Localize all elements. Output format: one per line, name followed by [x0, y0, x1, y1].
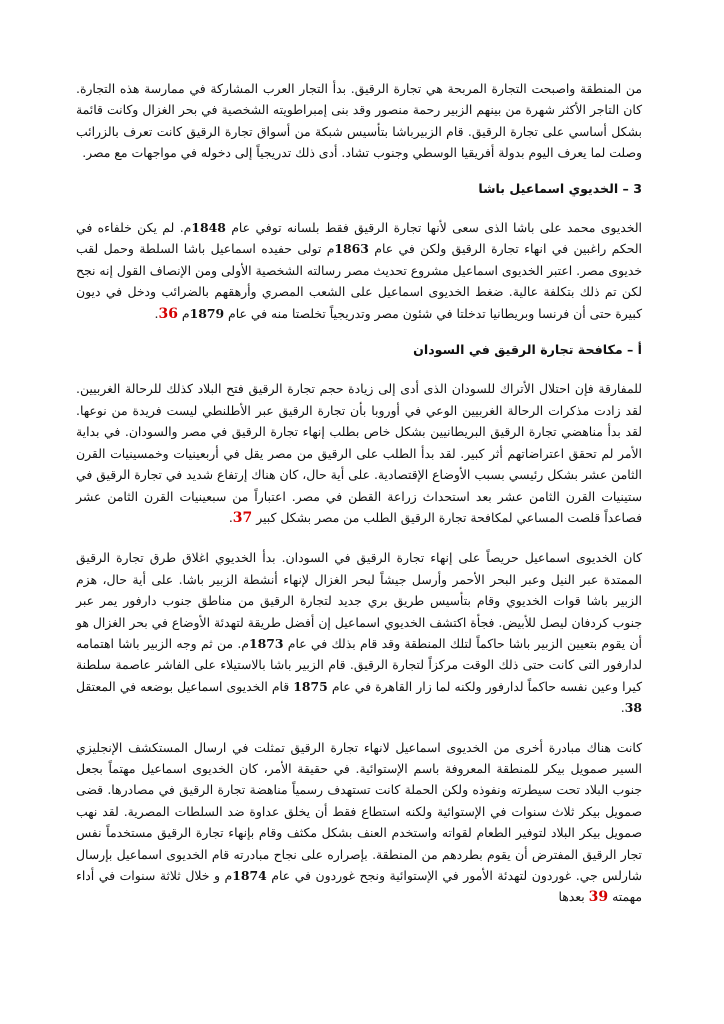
year: 1863 — [334, 241, 369, 257]
text-run: بعدها — [558, 889, 589, 905]
intro-text: من المنطقة واصبحت التجارة المربحة هي تجارة الرقيق. بدأ التجار العرب المشاركة في ممارسة هذه التجارة. كان التاجر الأكثر شهرة من بينهم الزبير رحمة منصور وقد بنى إمبراطويته الشخصية في بحر الغزال وكانت قائمة بشكل أساسي على تجارة الرقيق. قام الزبيرباشا بتأسيس شبكة من أسواق تجارة الرقيق كانت تعرف بالزرائب وصلت لما يعرف اليوم بدولة أفريقيا الوسطي وجنوب تشاد. أدى ذلك تدريجياً إلى دخوله في مواجهات مع مصر. — [76, 81, 642, 161]
year: 1875 — [293, 678, 328, 694]
anti-slavery-paragraph-1 — [76, 378, 642, 529]
text-run: . — [154, 305, 159, 321]
text-run: . — [228, 509, 233, 525]
text-run: كان الخديوى اسماعيل حريصاً على إنهاء تجارة الرقيق في السودان. بدأ الخديوي اغلاق طرق تجارة الرقيق الممتدة عبر النيل وعبر البحر الأحمر وأرسل جيشاً لبحر الغزال لإنهاء أنشطة الزبير باشا. على أية حال، هزم الزبير باشا قوات الخديوي وقام بتأسيس طريق بري جديد لتجارة الرقيق من مناطق جنوب دارفور يمر عبر جنوب كردفان ليصل للأبيض. فجأة اكتشف الخديوي اسماعيل إن أفضل طريقة لتهدئة الأوضاع في بحر الغزال هو أن يقوم بتعيين الزبير باشا حاكماً لتلك المنطقة وقد قام بذلك في عام — [76, 550, 642, 651]
year: 1848 — [191, 220, 226, 236]
text-run: م — [177, 305, 190, 321]
text-run: م و خلال ثلاثة سنوات في أداء مهمته — [76, 868, 642, 905]
anti-slavery-paragraph-2 — [76, 547, 642, 718]
khedive-paragraph — [76, 217, 642, 325]
spacer — [76, 164, 642, 178]
section-heading-anti-slavery: أ – مكافحة تجارة الرقيق في السودان — [413, 342, 642, 358]
footnote-marker-36[interactable]: 36 — [158, 305, 178, 322]
text-run: الخديوى محمد على باشا الذى سعى لأنها تجارة الرقيق فقط بلسانه توفي عام — [225, 220, 642, 236]
text-run: كانت هناك مبادرة أخرى من الخديوى اسماعيل لانهاء تجارة الرقيق تمثلت في ارسال المستكشف الإنجليزي السير صمويل بيكر للمنطقة المعروفة باسم الإستوائية. في حقيقة الأمر، كان الخديوى اسماعيل مهتماً بجعل جنوب البلاد تحت سيطرته ونفوذه ولكن الحملة كانت تستهدف رسمياً مناهضة تجارة الرقيق في مصادرها. قضى صمويل بيكر ثلاث سنوات في الإستوائية ولكنه استطاع فقط أن يخلق عداوة ضد السلطات المصرية. لقد نهب صمويل بيكر البلاد لتوفير الطعام لقواته واستخدم العنف بشكل مكثف وقام بإنهاء تجارة الرقيق مستخدماً نفس تجار الرقيق المفترض أن يقوم بطردهم من المنطقة. بإصراره على نجاح مبادرته قام الخديوى اسماعيل بإرسال شارلس جي. غوردون لتهدئة الأمور في الإستوائية ونجح غوردون في عام — [76, 739, 642, 883]
footnote-marker-39[interactable]: 39 — [588, 889, 609, 906]
spacer — [76, 360, 642, 378]
spacer — [76, 529, 642, 547]
year: 1874 — [232, 868, 267, 883]
document-page — [76, 78, 642, 909]
text-run: للمفارقة فإن احتلال الأتراك للسودان الذى أدى إلى زيادة حجم تجارة الرقيق فتح البلاد كذلك للرحالة الغربيين. لقد زادت مذكرات الرحالة الغربيين الوعي في أوروبا بأن تجارة الرقيق عبر الأطلنطي ليست فريدة من نوعها. لقد بدأ مناهضي تجارة الرقيق البريطانيين بشكل خاص بطلب إنهاء تجارة الرقيق في مصر والسودان. في بداية الأمر لم تحقق اعتراضاتهم أثر كبير. لقد بدأ الطلب على الرقيق من مصر يقل في أربعينيات وخمسينيات القرن الثامن عشر بشكل رئيسي بسبب الأوضاع الإقتصادية. على أية حال، كان هناك إرتفاع شديد في تجارة الرقيق في ستينيات القرن الثامن عشر بعد استحداث زراعة القطن في مصر. اعتباراً من سبعينيات القرن الثامن عشر فصاعداً قلصت المساعي لمكافحة تجارة الرقيق الطلب من مصر بشكل كبير — [76, 381, 642, 525]
footnote-marker-37[interactable]: 37 — [232, 509, 253, 526]
year: 1873 — [248, 635, 284, 651]
spacer — [76, 719, 642, 737]
spacer — [76, 199, 642, 217]
intro-paragraph — [76, 78, 642, 164]
footnote-marker-38[interactable]: 38 — [624, 700, 642, 716]
anti-slavery-paragraph-3 — [76, 737, 642, 909]
text-run: م. من ثم وجه الزبير باشا اهتمامه لدارفور التى كانت حتى ذلك الوقت مركزاً لتجارة الرقيق. قام الزبير باشا بالاستيلاء على الفاشر عاصمة سلطنة كيرا وعين نفسه حاكماً لدارفور ولكنه لما زار القاهرة في عام — [76, 635, 642, 694]
text-run: م. لم يكن خلفاءه في الحكم راغبين في انهاء تجارة الرقيق ولكن في عام — [76, 220, 642, 257]
section-heading-khedive-ismail: 3 – الخديوي اسماعيل باشا — [478, 180, 642, 196]
text-run: . — [620, 700, 625, 716]
text-run: م تولى حفيده اسماعيل باشا السلطة وحمل لقب خديوى مصر. اعتبر الخديوى اسماعيل مشروع تحديث مصر رسالته الشخصية الأولى ومن الإنصاف القول إنه نجح لكن تم ذلك بتكلفة عالية. ضغط الخديوى اسماعيل على الشعب المصري وأرهقهم بالضرائب ودخل في ديون كبيرة حتى أن فرنسا وبريطانيا تدخلتا في شئون مصر وتدريجياً تخلصتا منه في عام — [76, 241, 642, 321]
year: 1879 — [189, 305, 225, 321]
text-run: قام الخديوى اسماعيل بوضعه في المعتقل — [76, 678, 294, 694]
spacer — [76, 325, 642, 339]
